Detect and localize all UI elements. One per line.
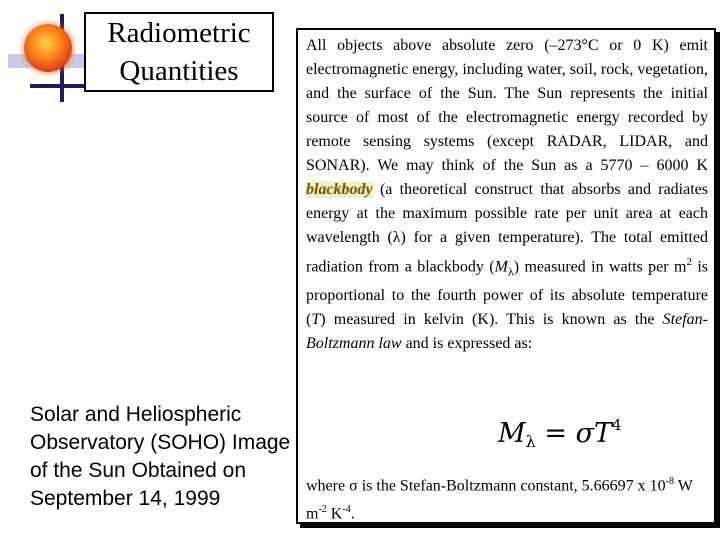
stefan-boltzmann-formula: $M_\lambda = \sigma T^4$: [498, 416, 622, 451]
title-box: [84, 12, 274, 92]
body-paragraph: All objects above absolute zero (–273°C or 0 K) emit electromagnetic energy, including water, soil, rock, vegetation, and the surface of the Sun. The Sun represents the initial source of most of the electromagnetic energy recorded by remote sensing systems (except RADAR, LIDAR, and SONAR). We may think of the Sun as a 5770 – 6000 K blackbody (a theoretical construct that absorbs and radiates energy at the maximum possible rate per unit area at each wavelength (λ) for a given temperature). The total emitted radiation from a blackbody $(M_\lambda)$ measured in watts per $m^2$ is proportional to the fourth power of its absolute temperature (T) measured in kelvin (K). This is known as the Stefan-Boltzmann law and is expressed as:: [306, 37, 708, 352]
corner-horizontal-bar: [30, 84, 86, 88]
constant-definition: where σ is the Stefan-Boltzmann constant, 5.66697 x $10^{-8}$ W $m^{-2}$ $K^{-4}$.: [306, 476, 693, 523]
page-title: Radiometric Quantities: [107, 17, 251, 87]
blackbody-highlight: blackbody: [306, 181, 373, 198]
sun-image: [24, 24, 72, 72]
image-caption: Solar and Heliospheric Observatory (SOHO) Image of the Sun Obtained on September 14, 1999: [30, 403, 291, 510]
text-box: [296, 28, 716, 524]
law-name: Stefan-Boltzmann law: [306, 310, 708, 352]
